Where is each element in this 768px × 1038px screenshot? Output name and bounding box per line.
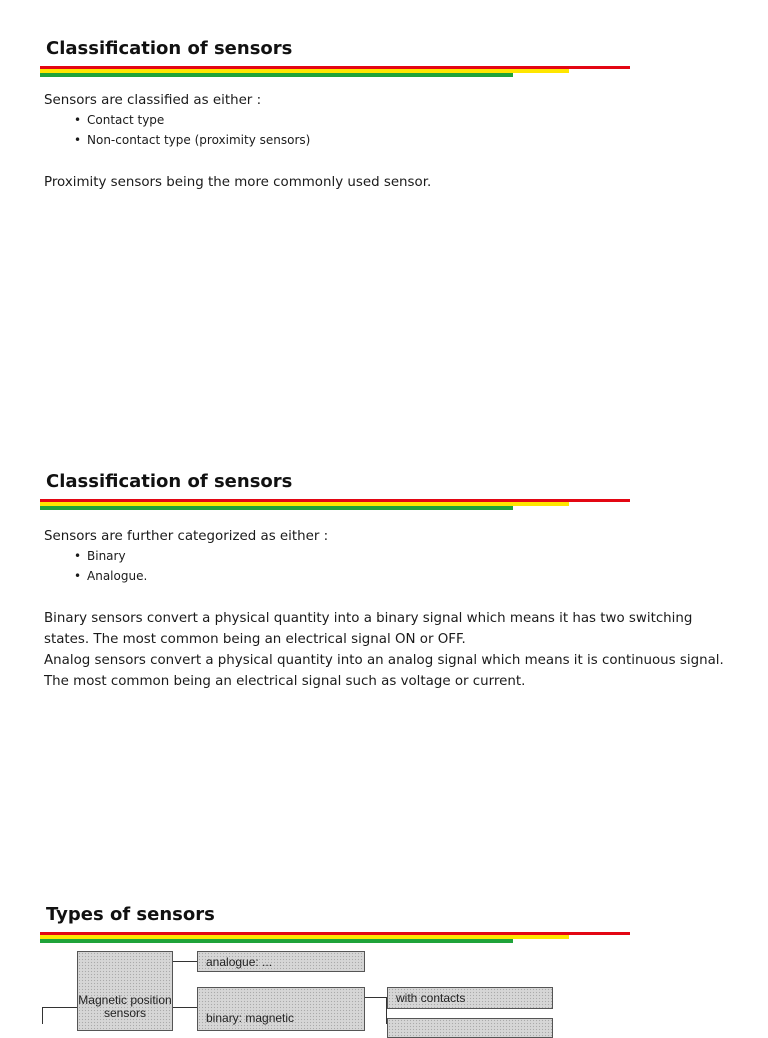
slide-3-title: Types of sensors xyxy=(46,904,215,925)
slide-1-intro: Sensors are classified as either : xyxy=(44,93,262,108)
list-item: • Contact type xyxy=(87,111,734,131)
list-item: • Non-contact type (proximity sensors) xyxy=(87,131,734,151)
box-label: binary: magnetic xyxy=(206,1011,295,1025)
slide-2-paragraph-analog: Analog sensors convert a physical quantity into an analog signal which means it is continuous signal. The most common being an electrical signal such as voltage or current. xyxy=(44,653,724,689)
title-underline-stripes xyxy=(40,499,630,513)
box-label: Magnetic position sensors xyxy=(78,993,172,1020)
slide-1-title: Classification of sensors xyxy=(46,38,293,59)
connector-line xyxy=(42,1007,78,1008)
slide-2-body xyxy=(44,526,734,692)
with-contacts-box xyxy=(387,987,553,1009)
binary-magnetic-box xyxy=(197,987,365,1031)
title-underline-stripes xyxy=(40,66,630,80)
diagram-box-partial xyxy=(387,1018,553,1038)
box-label: with contacts xyxy=(396,991,466,1005)
connector-line xyxy=(173,1007,198,1008)
connector-line xyxy=(173,961,198,962)
analogue-box xyxy=(197,951,365,972)
sensor-types-diagram xyxy=(0,940,768,1024)
green-stripe xyxy=(40,73,513,77)
green-stripe xyxy=(40,506,513,510)
magnetic-position-sensors-box xyxy=(77,951,173,1031)
slide-1-note: Proximity sensors being the more commonly used sensor. xyxy=(44,175,432,190)
connector-line xyxy=(365,997,387,998)
box-label: analogue: ... xyxy=(206,955,273,969)
slide-2-intro: Sensors are further categorized as either : xyxy=(44,529,329,544)
list-item: • Binary xyxy=(87,547,734,567)
slide-2-paragraph-binary: Binary sensors convert a physical quantity into a binary signal which means it has two switching states. The most common being an electrical signal ON or OFF. xyxy=(44,611,693,647)
list-item: • Analogue. xyxy=(87,567,734,587)
slide-1-bullet-list xyxy=(44,111,734,150)
slide-2-bullet-list xyxy=(44,547,734,586)
slide-1-body xyxy=(44,90,734,193)
connector-line xyxy=(42,1007,43,1024)
slide-2-title: Classification of sensors xyxy=(46,471,293,492)
